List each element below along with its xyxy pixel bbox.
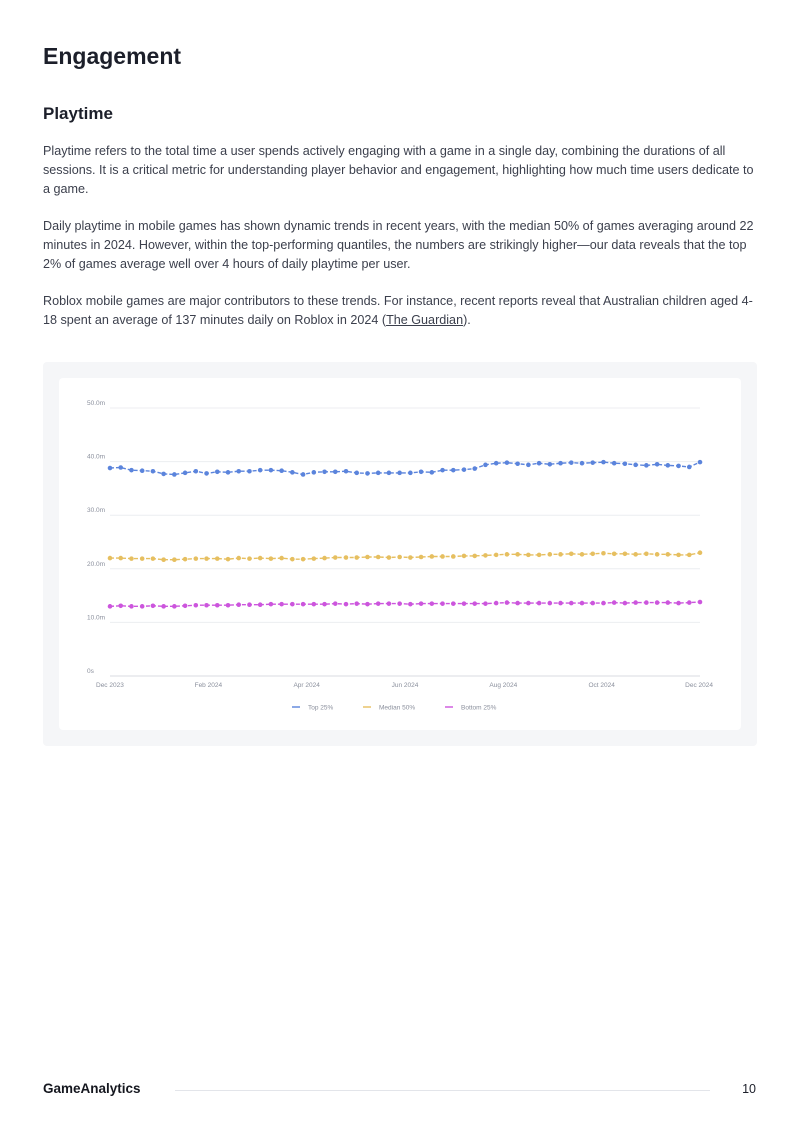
data-point: [215, 556, 220, 561]
data-point: [183, 557, 188, 562]
data-point: [236, 602, 241, 607]
data-point: [258, 468, 263, 473]
data-point: [376, 471, 381, 476]
data-point: [590, 601, 595, 606]
legend-label: Top 25%: [308, 704, 334, 712]
data-point: [215, 603, 220, 608]
data-point: [161, 472, 166, 477]
data-point: [247, 602, 252, 607]
data-point: [194, 469, 199, 474]
data-point: [558, 552, 563, 557]
legend-label: Median 50%: [379, 704, 416, 712]
data-point: [687, 553, 692, 558]
data-point: [194, 603, 199, 608]
data-point: [344, 469, 349, 474]
data-point: [601, 460, 606, 465]
data-point: [419, 555, 424, 560]
data-point: [666, 600, 671, 605]
data-point: [279, 556, 284, 561]
data-point: [472, 554, 477, 559]
data-point: [537, 461, 542, 466]
data-point: [354, 601, 359, 606]
x-tick-label: Dec 2023: [96, 682, 124, 689]
data-point: [590, 551, 595, 556]
data-point: [226, 557, 231, 562]
data-point: [279, 602, 284, 607]
data-point: [483, 553, 488, 558]
paragraph-trends: Daily playtime in mobile games has shown dynamic trends in recent years, with the median 50% of games averaging around 22 minutes in 2024. However, within the top-performing quantiles, the numbers are strikingly higher—our data reveals that the top 2% of games average well over 4 hours of daily playtime per user.: [43, 219, 754, 272]
data-point: [172, 604, 177, 609]
data-point: [376, 555, 381, 560]
data-point: [644, 551, 649, 556]
data-point: [376, 601, 381, 606]
data-point: [333, 555, 338, 560]
data-point: [333, 601, 338, 606]
data-point: [172, 472, 177, 477]
data-point: [151, 603, 156, 608]
data-point: [548, 552, 553, 557]
paragraph-roblox-text: Roblox mobile games are major contributors to these trends. For instance, recent reports reveal that Australian children aged 4-18 spent an average of 137 minutes daily on Roblox in 2024 (: [43, 294, 753, 328]
data-point: [515, 552, 520, 557]
data-point: [472, 601, 477, 606]
data-point: [655, 600, 660, 605]
data-point: [537, 553, 542, 558]
data-point: [312, 470, 317, 475]
data-point: [580, 552, 585, 557]
data-point: [623, 601, 628, 606]
paragraph-roblox: [43, 292, 759, 330]
y-tick-label: 0s: [87, 668, 94, 675]
data-point: [472, 466, 477, 471]
data-point: [687, 465, 692, 470]
data-point: [161, 604, 166, 609]
data-point: [505, 460, 510, 465]
data-point: [397, 601, 402, 606]
data-point: [129, 468, 134, 473]
data-point: [322, 602, 327, 607]
data-point: [269, 556, 274, 561]
footer-divider: [175, 1090, 710, 1091]
data-point: [322, 556, 327, 561]
data-point: [151, 469, 156, 474]
gameanalytics-logo: GameAnalytics: [43, 1081, 141, 1096]
data-point: [612, 461, 617, 466]
data-point: [172, 557, 177, 562]
data-point: [258, 556, 263, 561]
data-point: [226, 603, 231, 608]
data-point: [322, 469, 327, 474]
data-point: [312, 602, 317, 607]
data-point: [676, 464, 681, 469]
data-point: [290, 470, 295, 475]
data-point: [408, 471, 413, 476]
data-point: [236, 556, 241, 561]
data-point: [462, 601, 467, 606]
data-point: [333, 469, 338, 474]
data-point: [633, 600, 638, 605]
data-point: [140, 604, 145, 609]
data-point: [301, 557, 306, 562]
data-point: [440, 468, 445, 473]
series-line: [110, 602, 700, 606]
series-line: [110, 553, 700, 560]
data-point: [354, 471, 359, 476]
data-point: [548, 601, 553, 606]
data-point: [569, 460, 574, 465]
data-point: [215, 469, 220, 474]
data-point: [269, 602, 274, 607]
data-point: [494, 461, 499, 466]
data-point: [644, 600, 649, 605]
data-point: [515, 601, 520, 606]
data-point: [526, 463, 531, 468]
data-point: [612, 600, 617, 605]
data-point: [108, 556, 113, 561]
data-point: [623, 551, 628, 556]
data-point: [451, 601, 456, 606]
data-point: [226, 470, 231, 475]
data-point: [397, 555, 402, 560]
data-point: [505, 552, 510, 557]
data-point: [558, 461, 563, 466]
data-point: [676, 601, 681, 606]
data-point: [666, 552, 671, 557]
data-point: [387, 601, 392, 606]
x-tick-label: Feb 2024: [194, 682, 223, 689]
data-point: [129, 556, 134, 561]
data-point: [140, 468, 145, 473]
paragraph-roblox-tail: ).: [463, 313, 471, 328]
series-line: [110, 462, 700, 474]
data-point: [590, 460, 595, 465]
data-point: [430, 470, 435, 475]
data-point: [548, 462, 553, 467]
data-point: [312, 556, 317, 561]
x-tick-label: Jun 2024: [391, 682, 419, 689]
data-point: [633, 463, 638, 468]
data-point: [633, 552, 638, 557]
data-point: [698, 460, 703, 465]
data-point: [387, 555, 392, 560]
legend-label: Bottom 25%: [461, 704, 497, 712]
data-point: [279, 468, 284, 473]
data-point: [183, 603, 188, 608]
y-tick-label: 20.0m: [87, 560, 106, 568]
data-point: [494, 601, 499, 606]
data-point: [290, 557, 295, 562]
data-point: [397, 471, 402, 476]
data-point: [269, 468, 274, 473]
data-point: [440, 554, 445, 559]
data-point: [151, 556, 156, 561]
data-point: [494, 553, 499, 558]
data-point: [247, 469, 252, 474]
data-point: [676, 553, 681, 558]
page-number: 10: [742, 1082, 756, 1096]
data-point: [129, 604, 134, 609]
data-point: [623, 461, 628, 466]
data-point: [301, 602, 306, 607]
data-point: [666, 463, 671, 468]
data-point: [354, 555, 359, 560]
data-point: [601, 601, 606, 606]
y-tick-label: 10.0m: [87, 614, 106, 622]
data-point: [430, 554, 435, 559]
data-point: [344, 602, 349, 607]
data-point: [365, 555, 370, 560]
data-point: [161, 557, 166, 562]
data-point: [462, 554, 467, 559]
data-point: [483, 463, 488, 468]
data-point: [408, 602, 413, 607]
data-point: [644, 463, 649, 468]
data-point: [580, 601, 585, 606]
data-point: [526, 553, 531, 558]
subsection-title: Playtime: [43, 104, 113, 123]
data-point: [258, 602, 263, 607]
y-tick-label: 30.0m: [87, 507, 106, 515]
data-point: [344, 555, 349, 560]
guardian-link[interactable]: The Guardian: [386, 313, 464, 328]
data-point: [247, 556, 252, 561]
data-point: [118, 465, 123, 470]
data-point: [301, 472, 306, 477]
data-point: [108, 466, 113, 471]
data-point: [451, 468, 456, 473]
y-tick-label: 50.0m: [87, 400, 106, 407]
data-point: [108, 604, 113, 609]
data-point: [601, 551, 606, 556]
data-point: [430, 601, 435, 606]
x-tick-label: Oct 2024: [588, 682, 615, 689]
data-point: [118, 603, 123, 608]
x-tick-label: Dec 2024: [685, 682, 713, 689]
data-point: [204, 556, 209, 561]
data-point: [365, 602, 370, 607]
playtime-line-chart: [59, 378, 741, 730]
data-point: [655, 462, 660, 467]
data-point: [515, 461, 520, 466]
data-point: [537, 601, 542, 606]
data-point: [365, 471, 370, 476]
data-point: [183, 471, 188, 476]
data-point: [569, 551, 574, 556]
data-point: [462, 467, 467, 472]
data-point: [440, 601, 445, 606]
data-point: [118, 556, 123, 561]
data-point: [558, 601, 563, 606]
data-point: [698, 600, 703, 605]
data-point: [236, 469, 241, 474]
data-point: [569, 601, 574, 606]
data-point: [526, 601, 531, 606]
x-tick-label: Aug 2024: [489, 682, 518, 689]
x-tick-label: Apr 2024: [293, 682, 320, 689]
data-point: [140, 556, 145, 561]
y-tick-label: 40.0m: [87, 453, 106, 461]
data-point: [408, 555, 413, 560]
data-point: [655, 552, 660, 557]
data-point: [204, 471, 209, 476]
data-point: [204, 603, 209, 608]
data-point: [290, 602, 295, 607]
data-point: [687, 600, 692, 605]
data-point: [483, 601, 488, 606]
data-point: [194, 556, 199, 561]
data-point: [612, 551, 617, 556]
data-point: [387, 471, 392, 476]
data-point: [419, 469, 424, 474]
section-title: Engagement: [43, 43, 182, 69]
data-point: [419, 601, 424, 606]
data-point: [580, 461, 585, 466]
data-point: [505, 600, 510, 605]
data-point: [451, 554, 456, 559]
data-point: [698, 550, 703, 555]
paragraph-definition: Playtime refers to the total time a user spends actively engaging with a game in a single day, combining the durations of all sessions. It is a critical metric for understanding player behavior and engagement, highlighting how much time users dedicate to a game.: [43, 144, 754, 197]
